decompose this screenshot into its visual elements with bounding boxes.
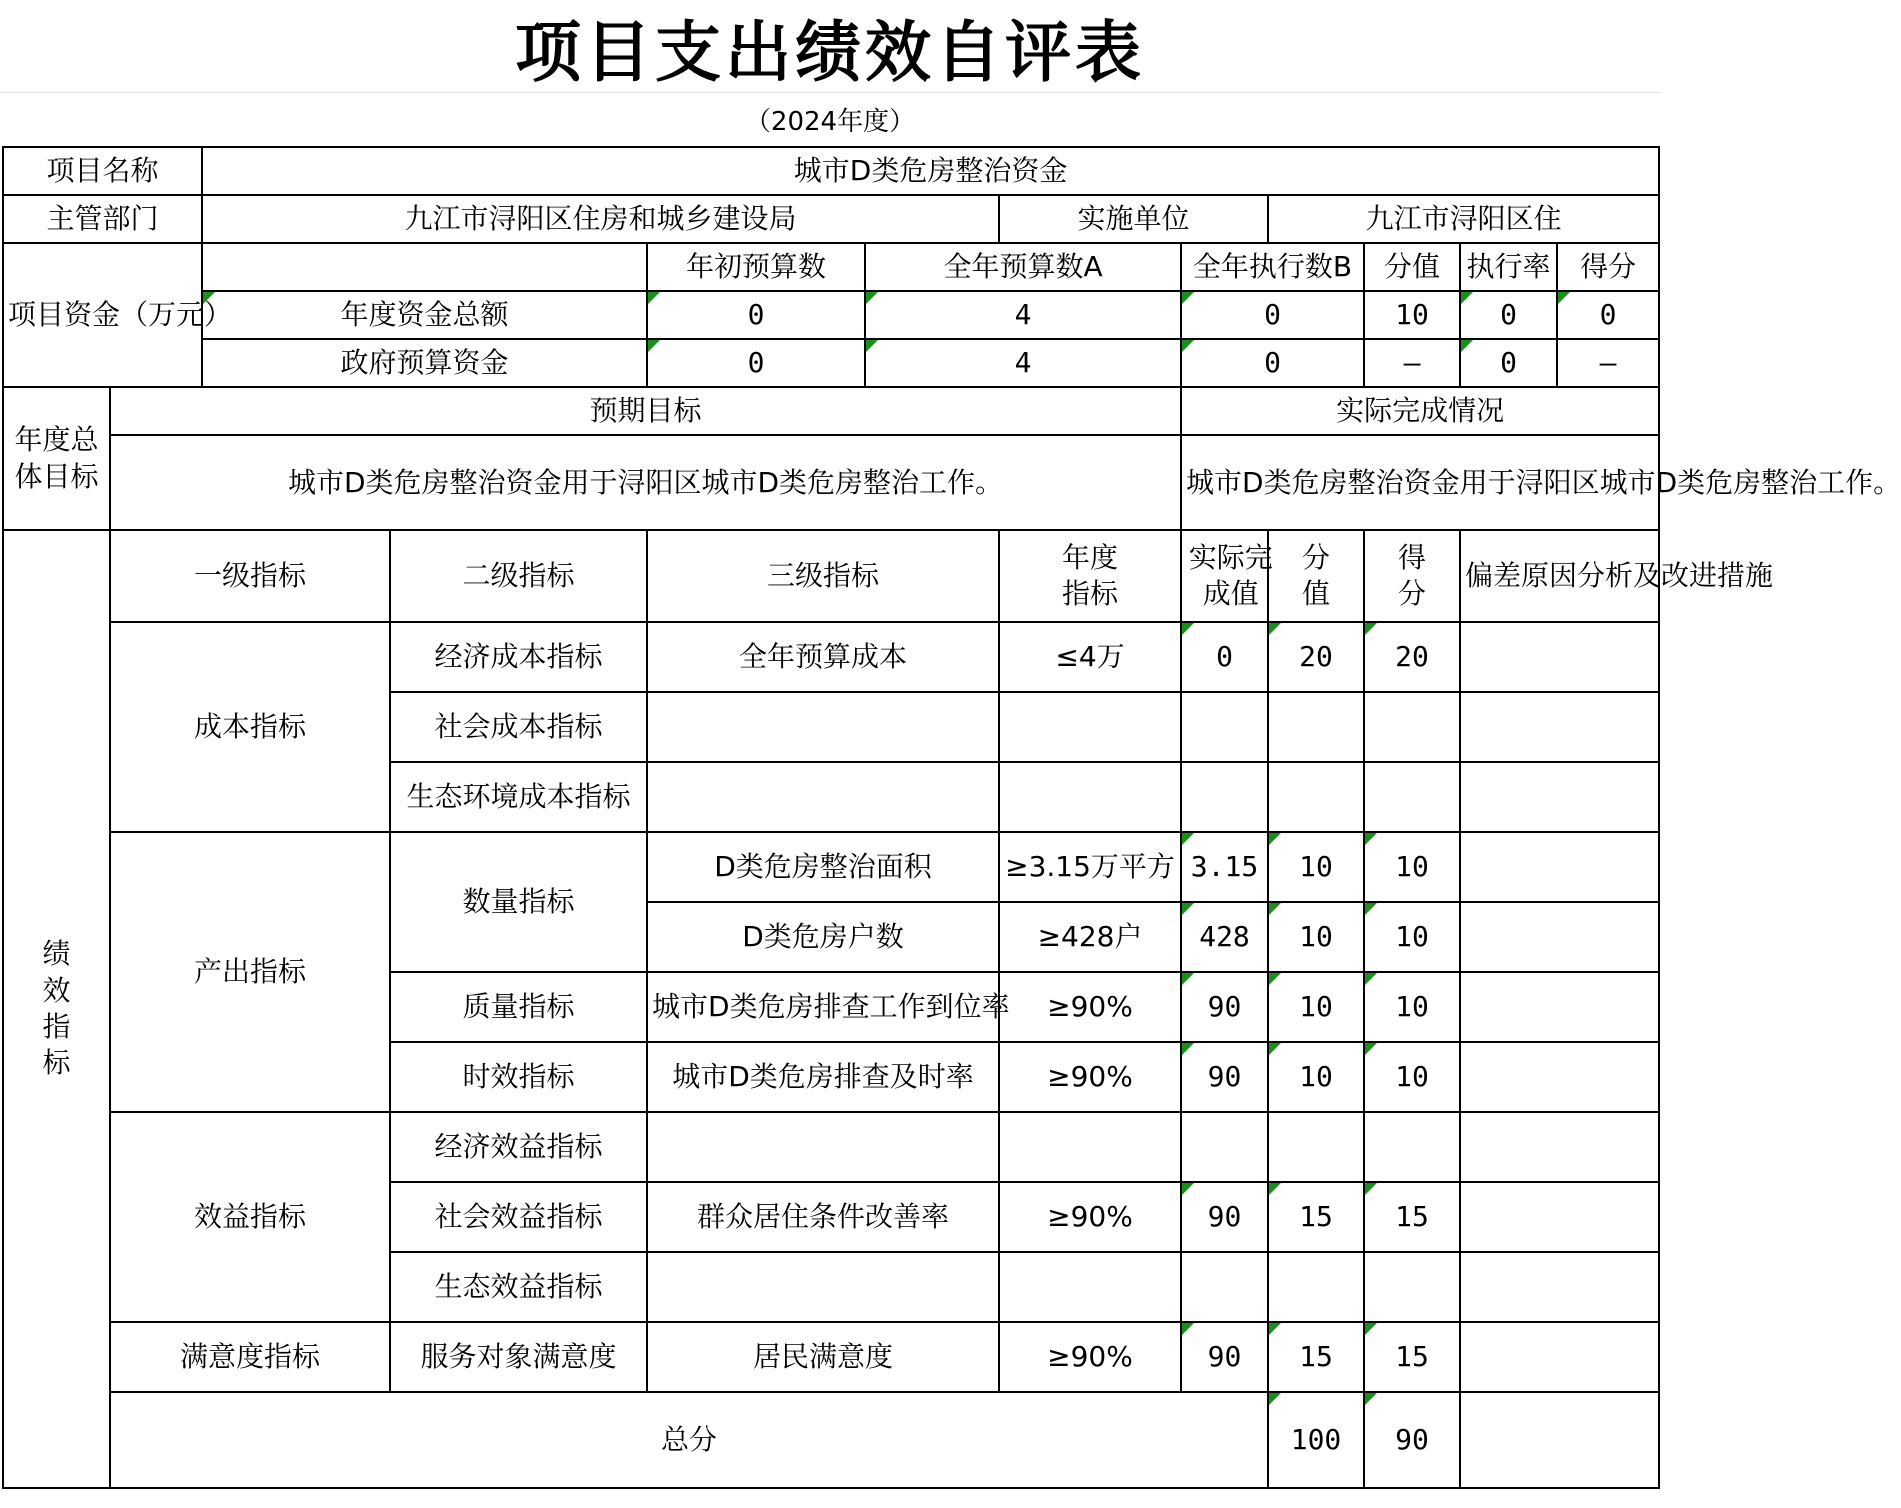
output-level3: D类危房整治面积 xyxy=(647,832,999,902)
output-level3: 城市D类危房排查及时率 xyxy=(647,1042,999,1112)
output-deviation xyxy=(1460,1042,1659,1112)
benefit-target xyxy=(999,1112,1181,1182)
funds-gov-executed: 0 xyxy=(1181,339,1364,387)
funds-total-annual: 4 xyxy=(865,291,1181,339)
dept-value: 九江市浔阳区住房和城乡建设局 xyxy=(202,195,999,243)
cost-value xyxy=(1268,762,1364,832)
total-deviation xyxy=(1460,1392,1659,1488)
output-value: 10 xyxy=(1268,972,1364,1042)
benefit-level3 xyxy=(647,1252,999,1322)
output-score: 10 xyxy=(1364,902,1460,972)
satisfaction-actual: 90 xyxy=(1181,1322,1268,1392)
cost-target xyxy=(999,762,1181,832)
output-level3: D类危房户数 xyxy=(647,902,999,972)
benefit-level3 xyxy=(647,1112,999,1182)
cost-score xyxy=(1364,762,1460,832)
satisfaction-level3: 居民满意度 xyxy=(647,1322,999,1392)
ind-header-level2: 二级指标 xyxy=(390,530,647,622)
benefit-label: 效益指标 xyxy=(110,1112,390,1322)
ind-header-target: 年度指标 xyxy=(999,530,1181,622)
cost-actual xyxy=(1181,762,1268,832)
page-title: 项目支出绩效自评表 xyxy=(0,0,1660,93)
impl-value: 九江市浔阳区住 xyxy=(1268,195,1659,243)
impl-label: 实施单位 xyxy=(999,195,1268,243)
output-actual: 90 xyxy=(1181,972,1268,1042)
funds-gov-rate: 0 xyxy=(1460,339,1557,387)
ind-header-actual: 实际完成值 xyxy=(1181,530,1268,622)
cost-level2: 社会成本指标 xyxy=(390,692,647,762)
output-score: 10 xyxy=(1364,1042,1460,1112)
indicators-side-label: 绩效指标 xyxy=(3,530,110,1488)
ind-header-deviation: 偏差原因分析及改进措施 xyxy=(1460,530,1659,622)
funds-header-executed: 全年执行数B xyxy=(1181,243,1364,291)
benefit-deviation xyxy=(1460,1112,1659,1182)
funds-total-label: 年度资金总额 xyxy=(202,291,647,339)
cost-value xyxy=(1268,692,1364,762)
benefit-deviation xyxy=(1460,1182,1659,1252)
cost-level3: 全年预算成本 xyxy=(647,622,999,692)
cost-target: ≤4万 xyxy=(999,622,1181,692)
cost-value: 20 xyxy=(1268,622,1364,692)
cost-score xyxy=(1364,692,1460,762)
output-target: ≥90% xyxy=(999,972,1181,1042)
funds-total-executed: 0 xyxy=(1181,291,1364,339)
output-value: 10 xyxy=(1268,902,1364,972)
funds-label: 项目资金（万元） xyxy=(3,243,202,387)
output-level3: 城市D类危房排查工作到位率 xyxy=(647,972,999,1042)
cost-level3 xyxy=(647,762,999,832)
output-deviation xyxy=(1460,902,1659,972)
benefit-score xyxy=(1364,1112,1460,1182)
satisfaction-value: 15 xyxy=(1268,1322,1364,1392)
output-target: ≥90% xyxy=(999,1042,1181,1112)
output-target: ≥3.15万平方 xyxy=(999,832,1181,902)
cost-level2: 经济成本指标 xyxy=(390,622,647,692)
benefit-level2: 经济效益指标 xyxy=(390,1112,647,1182)
cost-score: 20 xyxy=(1364,622,1460,692)
output-score: 10 xyxy=(1364,972,1460,1042)
benefit-actual xyxy=(1181,1112,1268,1182)
ind-header-value: 分值 xyxy=(1268,530,1364,622)
cost-label: 成本指标 xyxy=(110,622,390,832)
output-deviation xyxy=(1460,832,1659,902)
benefit-target xyxy=(999,1252,1181,1322)
benefit-actual xyxy=(1181,1252,1268,1322)
dept-label: 主管部门 xyxy=(3,195,202,243)
funds-header-annual: 全年预算数A xyxy=(865,243,1181,291)
benefit-score xyxy=(1364,1252,1460,1322)
benefit-actual: 90 xyxy=(1181,1182,1268,1252)
project-name-value: 城市D类危房整治资金 xyxy=(202,147,1659,195)
report-year: （2024年度） xyxy=(744,106,916,137)
output-score: 10 xyxy=(1364,832,1460,902)
output-actual: 3.15 xyxy=(1181,832,1268,902)
cost-actual: 0 xyxy=(1181,622,1268,692)
ind-header-level3: 三级指标 xyxy=(647,530,999,622)
output-actual: 428 xyxy=(1181,902,1268,972)
funds-header-rate: 执行率 xyxy=(1460,243,1557,291)
total-value: 100 xyxy=(1268,1392,1364,1488)
total-score: 90 xyxy=(1364,1392,1460,1488)
benefit-value xyxy=(1268,1252,1364,1322)
output-quantity-label: 数量指标 xyxy=(390,832,647,972)
funds-header-score-value: 分值 xyxy=(1364,243,1460,291)
goals-actual-text: 城市D类危房整治资金用于浔阳区城市D类危房整治工作。 xyxy=(1181,435,1659,530)
benefit-value xyxy=(1268,1112,1364,1182)
funds-gov-label: 政府预算资金 xyxy=(202,339,647,387)
cost-deviation xyxy=(1460,762,1659,832)
cost-actual xyxy=(1181,692,1268,762)
funds-total-score: 0 xyxy=(1557,291,1659,339)
funds-header-score: 得分 xyxy=(1557,243,1659,291)
output-target: ≥428户 xyxy=(999,902,1181,972)
benefit-score: 15 xyxy=(1364,1182,1460,1252)
satisfaction-label: 满意度指标 xyxy=(110,1322,390,1392)
goals-label: 年度总体目标 xyxy=(3,387,110,530)
funds-gov-annual: 4 xyxy=(865,339,1181,387)
output-value: 10 xyxy=(1268,832,1364,902)
funds-gov-score: — xyxy=(1557,339,1659,387)
goals-expected-label: 预期目标 xyxy=(110,387,1181,435)
cost-level2: 生态环境成本指标 xyxy=(390,762,647,832)
output-deviation xyxy=(1460,972,1659,1042)
project-name-label: 项目名称 xyxy=(3,147,202,195)
evaluation-table xyxy=(2,146,1901,1489)
satisfaction-target: ≥90% xyxy=(999,1322,1181,1392)
funds-header-blank xyxy=(202,243,647,291)
satisfaction-deviation xyxy=(1460,1322,1659,1392)
benefit-level3: 群众居住条件改善率 xyxy=(647,1182,999,1252)
cost-target xyxy=(999,692,1181,762)
benefit-level2: 社会效益指标 xyxy=(390,1182,647,1252)
funds-total-initial: 0 xyxy=(647,291,865,339)
cost-deviation xyxy=(1460,622,1659,692)
ind-header-level1: 一级指标 xyxy=(110,530,390,622)
funds-total-rate: 0 xyxy=(1460,291,1557,339)
output-value: 10 xyxy=(1268,1042,1364,1112)
cost-deviation xyxy=(1460,692,1659,762)
ind-header-score: 得分 xyxy=(1364,530,1460,622)
cost-level3 xyxy=(647,692,999,762)
output-level2: 质量指标 xyxy=(390,972,647,1042)
goals-expected-text: 城市D类危房整治资金用于浔阳区城市D类危房整治工作。 xyxy=(110,435,1181,530)
output-level2: 时效指标 xyxy=(390,1042,647,1112)
benefit-target: ≥90% xyxy=(999,1182,1181,1252)
funds-gov-score-value: — xyxy=(1364,339,1460,387)
funds-total-score-value: 10 xyxy=(1364,291,1460,339)
benefit-level2: 生态效益指标 xyxy=(390,1252,647,1322)
total-label: 总分 xyxy=(110,1392,1268,1488)
output-actual: 90 xyxy=(1181,1042,1268,1112)
satisfaction-level2: 服务对象满意度 xyxy=(390,1322,647,1392)
output-label: 产出指标 xyxy=(110,832,390,1112)
funds-header-initial: 年初预算数 xyxy=(647,243,865,291)
benefit-deviation xyxy=(1460,1252,1659,1322)
benefit-value: 15 xyxy=(1268,1182,1364,1252)
funds-gov-initial: 0 xyxy=(647,339,865,387)
satisfaction-score: 15 xyxy=(1364,1322,1460,1392)
goals-actual-label: 实际完成情况 xyxy=(1181,387,1659,435)
